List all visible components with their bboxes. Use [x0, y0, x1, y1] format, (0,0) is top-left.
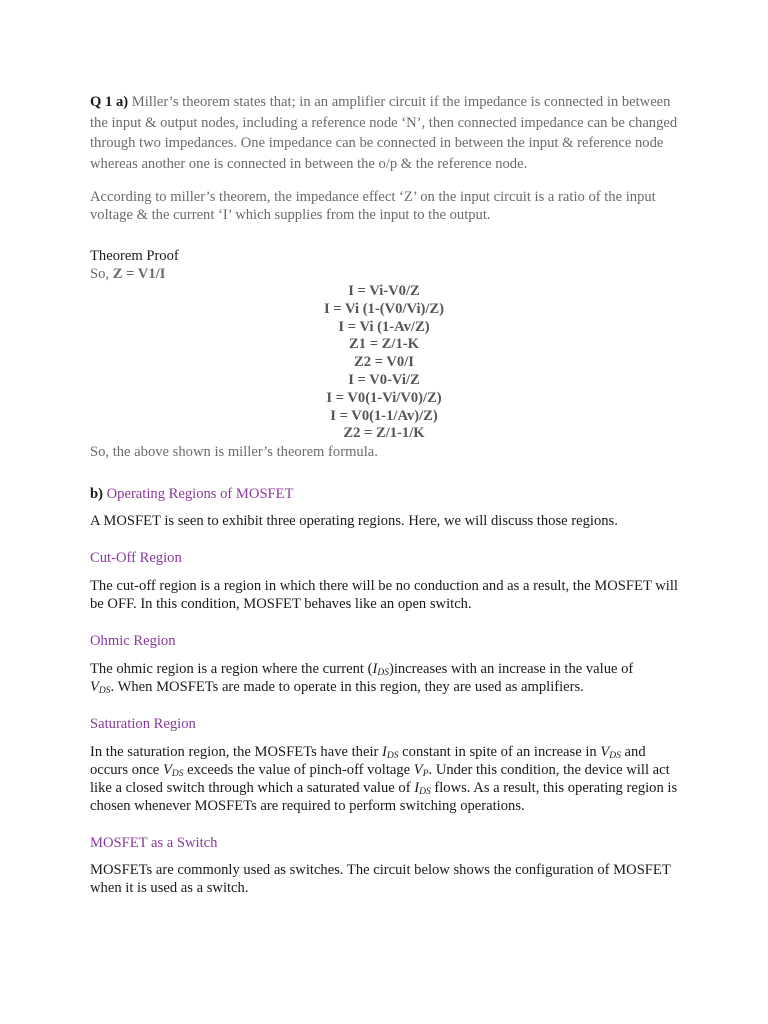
symbol-v: V — [600, 744, 610, 760]
equation: I = V0-Vi/Z — [348, 371, 420, 388]
intro-text: Miller’s theorem states that; in an amplifier circuit if the impedance is connected in between the input & output nodes, including a reference node ‘N’, then connected impedance can be changed through two impedances. One impedance can be connected in between the input & reference node whereas another one is connected in between the o/p & the reference node. — [90, 94, 678, 172]
miller-theorem-intro — [90, 92, 685, 174]
ohmic-heading: Ohmic Region — [90, 633, 176, 649]
equation: I = V0(1-Vi/V0)/Z) — [326, 389, 442, 406]
switch-text: MOSFETs are commonly used as switches. The circuit below shows the configuration of MOSFET when it is used as a switch. — [90, 862, 671, 896]
switch-heading: MOSFET as a Switch — [90, 835, 218, 851]
proof-heading: Theorem Proof — [90, 248, 179, 264]
equation: I = Vi (1-(V0/Vi)/Z) — [323, 300, 445, 317]
saturation-heading: Saturation Region — [90, 716, 196, 732]
ohmic-text — [90, 660, 650, 696]
section-b-title: Operating Regions of MOSFET — [102, 486, 294, 502]
section-b-heading — [90, 485, 685, 503]
cutoff-text: The cut-off region is a region in which there will be no conduction and as a result, the MOSFET will be OFF. In this condition, MOSFET behaves like an open switch. — [90, 578, 678, 612]
symbol-i: I — [372, 661, 378, 677]
question-label: Q 1 a) — [90, 94, 129, 110]
ohmic-text-part: )increases with an increase in the value of — [388, 661, 634, 677]
proof-conclusion: So, the above shown is miller’s theorem formula. — [90, 444, 378, 460]
subscript-ds: DS — [171, 769, 184, 779]
equation: I = Vi (1-Av/Z) — [338, 318, 430, 335]
subscript-ds: DS — [98, 686, 111, 696]
symbol-i: I — [414, 780, 420, 796]
equation: Z1 = Z/1-K — [349, 336, 419, 353]
subscript-ds: DS — [377, 668, 389, 678]
proof-so-line — [90, 265, 685, 283]
symbol-v: V — [413, 762, 423, 778]
section-b-label: b) — [90, 486, 103, 502]
subscript-ds: DS — [419, 787, 431, 797]
miller-theorem-definition: According to miller’s theorem, the impedance effect ‘Z’ on the input circuit is a ratio of the input voltage & the current ‘I’ which supplies from the input to the output. — [90, 189, 656, 223]
saturation-text-part: In the saturation region, the MOSFETs have their — [90, 744, 383, 760]
saturation-text-part: flows. As a result, this operating region is chosen whenever MOSFETs are required to perform switching operations. — [90, 780, 678, 814]
equation: I = V0(1-1/Av)/Z) — [330, 407, 438, 424]
subscript-p: P — [422, 769, 429, 779]
section-b-intro: A MOSFET is seen to exhibit three operating regions. Here, we will discuss those regions. — [90, 513, 618, 529]
saturation-text-part: . Under this condition, the device will act like a closed switch through which a saturated value of — [90, 762, 670, 796]
saturation-text-part: exceeds the value of pinch-off voltage — [183, 762, 414, 778]
symbol-v: V — [90, 679, 99, 695]
cutoff-heading: Cut-Off Region — [90, 550, 182, 566]
equation-block — [90, 283, 678, 443]
symbol-v: V — [162, 762, 172, 778]
subscript-ds: DS — [386, 751, 399, 761]
ohmic-text-part: . When MOSFETs are made to operate in this region, they are used as amplifiers. — [110, 679, 584, 695]
equation: I = Vi-V0/Z — [348, 283, 420, 299]
symbol-i: I — [382, 744, 387, 760]
saturation-text — [90, 743, 685, 815]
ohmic-text-part: The ohmic region is a region where the current ( — [90, 661, 373, 677]
equation: Z2 = V0/I — [354, 354, 414, 371]
saturation-text-part: constant in spite of an increase in — [398, 744, 601, 760]
subscript-ds: DS — [609, 751, 621, 761]
so-formula: Z = V1/I — [112, 266, 166, 282]
equation: Z2 = Z/1-1/K — [343, 425, 425, 442]
saturation-text-part: and occurs once — [90, 744, 646, 778]
so-prefix: So, — [90, 266, 113, 282]
